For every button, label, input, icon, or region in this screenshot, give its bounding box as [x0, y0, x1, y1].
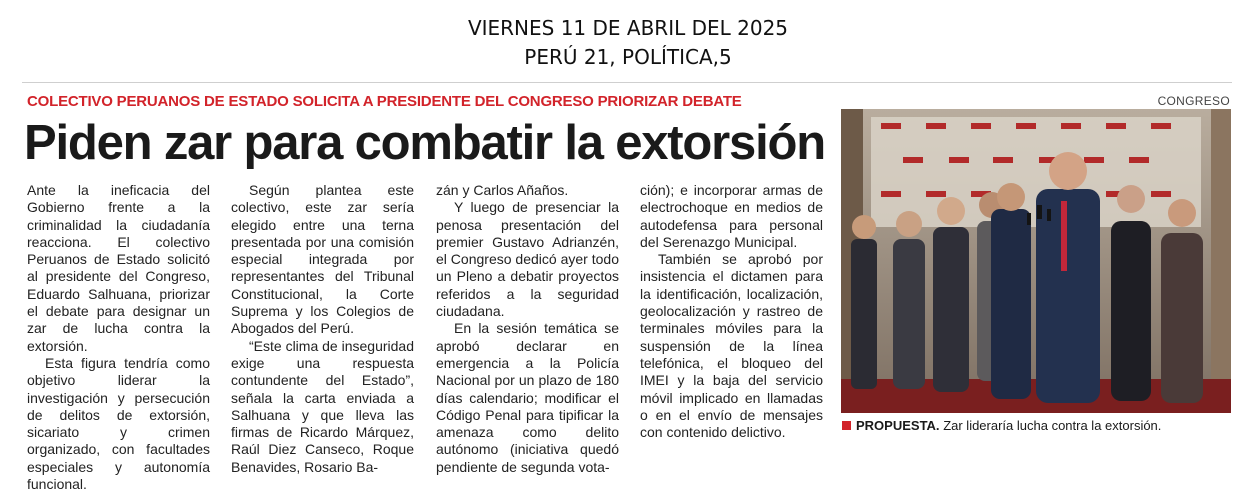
article-column-1: [27, 182, 210, 493]
press-conference-illustration: [841, 109, 1231, 413]
paragraph: Y luego de presenciar la penosa presentación del premier Gustavo Adrianzén, el Congreso dedicó ayer todo un Pleno a debatir proyectos referidos a la seguridad ciudadana.: [436, 199, 619, 320]
photo-credit: CONGRESO: [1157, 94, 1230, 108]
photo-caption: [842, 418, 1161, 433]
paragraph: Ante la ineficacia del Gobierno frente a la criminalidad la ciudadanía reacciona. El colectivo Peruanos de Estado solicitó al presidente del Congreso, Eduardo Salhuana, priorizar el debate para designar un zar de lucha contra la extorsión.: [27, 182, 210, 354]
dateline-source: PERÚ 21, POLÍTICA,5: [524, 45, 732, 69]
paragraph: En la sesión temática se aprobó declarar en emergencia a la Policía Nacional por un plazo de 180 días calendario; modificar el Código Penal para tipificar la amenaza como delito autónomo (iniciativa quedó pendiente de segunda vota-: [436, 320, 619, 475]
news-photo: [841, 109, 1231, 413]
article-column-4: [640, 182, 823, 441]
article-column-3: [436, 182, 619, 476]
article-kicker: COLECTIVO PERUANOS DE ESTADO SOLICITA A PRESIDENTE DEL CONGRESO PRIORIZAR DEBATE: [27, 93, 742, 110]
top-divider: [22, 82, 1232, 83]
dateline-date: VIERNES 11 DE ABRIL DEL 2025: [467, 16, 789, 40]
caption-text: Zar lideraría lucha contra la extorsión.: [943, 418, 1162, 433]
paragraph: zán y Carlos Añaños.: [436, 182, 569, 198]
paragraph: Según plantea este colectivo, este zar sería elegido entre una terna presentada por una comisión especial integrada por representantes del Tribunal Constitucional, la Corte Suprema y los Colegios de Abogados del Perú.: [231, 182, 414, 337]
caption-marker-icon: [842, 421, 851, 430]
paragraph: ción); e incorporar armas de electrochoque en medios de autodefensa para personal del Serenazgo Municipal.: [640, 182, 823, 250]
paragraph: También se aprobó por insistencia el dictamen para la identificación, localización, geolocalización y rastreo de terminales móviles para la suspensión de la línea telefónica, el bloqueo del IMEI y la baja del servicio móvil implicado en llamadas o en el envío de mensajes con contenido delictivo.: [640, 251, 823, 441]
article-headline: Piden zar para combatir la extorsión: [24, 116, 825, 170]
caption-label: PROPUESTA.: [856, 418, 940, 433]
dateline: [0, 14, 1256, 72]
paragraph: “Este clima de inseguridad exige una respuesta contundente del Estado”, señala la carta enviada a Salhuana y que lleva las firmas de Ricardo Márquez, Raúl Diez Canseco, Roque Benavides, Rosario Ba-: [231, 337, 414, 475]
article-column-2: [231, 182, 414, 476]
paragraph: Esta figura tendría como objetivo liderar la investigación y persecución de delitos de extorsión, sicariato y crimen organizado, con facultades especiales y autonomía funcional.: [27, 354, 210, 493]
